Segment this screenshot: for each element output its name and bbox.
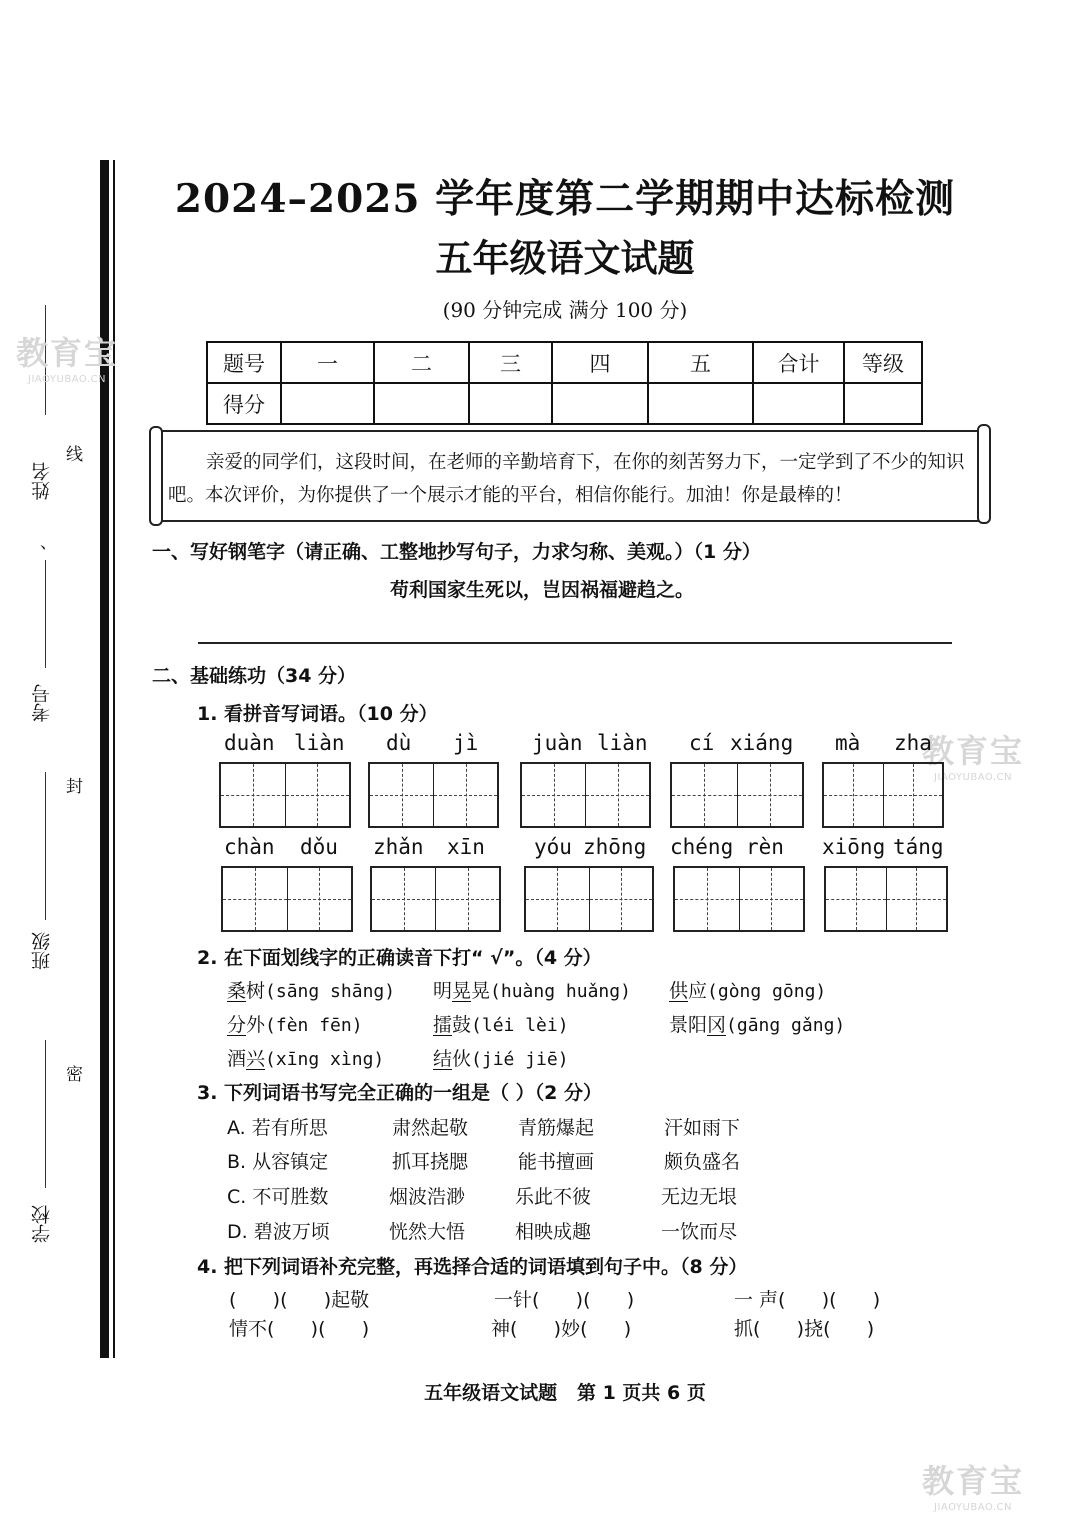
option-word: 烟波浩渺	[389, 1186, 466, 1208]
reading-item[interactable]	[669, 976, 826, 1003]
word-prefix: 景阳	[669, 1014, 708, 1036]
pinyin-options: (huàng huǎng)	[490, 981, 631, 1002]
pinyin-options: (gòng gōng)	[707, 981, 827, 1002]
underlined-char: 结	[433, 1048, 453, 1070]
fill-blank-item[interactable]: 一针( )( )	[494, 1289, 635, 1311]
reading-item[interactable]	[227, 976, 395, 1003]
tianzige-box[interactable]	[520, 762, 651, 828]
pinyin-label: cí	[689, 731, 715, 755]
option-word: 相映成趣	[515, 1221, 592, 1243]
fill-blank-item[interactable]: ( )( )起敬	[229, 1289, 370, 1311]
tianzige-box[interactable]	[670, 762, 804, 828]
fill-blank-item[interactable]: 一 声( )( )	[734, 1289, 881, 1311]
scroll-curl-right	[977, 424, 991, 524]
tianzige-box[interactable]	[221, 866, 353, 932]
pinyin-label: yóu	[534, 835, 572, 859]
tianzige-box[interactable]	[824, 866, 948, 932]
option-word: 恍然大悟	[389, 1221, 466, 1243]
score-cell[interactable]	[648, 383, 753, 424]
option-word: 肃然起敬	[392, 1117, 469, 1139]
pinyin-label: xiōng	[822, 835, 886, 859]
score-table-header: 等级	[844, 342, 922, 383]
watermark-logo: 教育宝 JIAOYUBAO.CN	[922, 732, 1025, 783]
choice-option-d[interactable]: D. 碧波万顷	[227, 1221, 330, 1243]
tianzige-box[interactable]	[370, 866, 501, 932]
choice-option-c[interactable]: C. 不可胜数	[227, 1186, 329, 1208]
pinyin-options: (léi lèi)	[471, 1015, 569, 1036]
choice-option-a[interactable]: A. 若有所思	[227, 1117, 328, 1139]
score-table-header: 一	[281, 342, 374, 383]
pinyin-label: liàn	[597, 731, 648, 755]
pinyin-options: (gāng gǎng)	[726, 1015, 846, 1036]
watermark-logo: 教育宝 JIAOYUBAO.CN	[16, 334, 119, 385]
underlined-char: 供	[669, 980, 689, 1002]
tianzige-box[interactable]	[822, 762, 944, 828]
fill-blank-item[interactable]: 神( )妙( )	[491, 1318, 632, 1340]
score-table-header: 五	[648, 342, 753, 383]
word-prefix: 酒	[227, 1048, 247, 1070]
option-word: 乐此不彼	[515, 1186, 592, 1208]
word-rest: 应	[688, 980, 708, 1002]
exam-subject-title: 五年级语文试题	[435, 236, 695, 280]
fill-blank-item[interactable]: 情不( )( )	[229, 1318, 370, 1340]
pinyin-label: rèn	[746, 835, 784, 859]
option-word: 抓耳挠腮	[392, 1151, 469, 1173]
q4-title: 4. 把下列词语补充完整，再选择合适的词语填到句子中。（8 分）	[197, 1256, 748, 1278]
school-label: 学校	[31, 1205, 53, 1243]
score-table-header: 题号	[207, 342, 281, 383]
fill-blank-item[interactable]: 抓( )挠( )	[734, 1318, 875, 1340]
word-rest: 晃	[471, 980, 491, 1002]
underlined-char: 分	[227, 1014, 247, 1036]
tear-mark-secret: 密	[66, 1065, 83, 1085]
name-label: 姓名	[31, 462, 53, 500]
score-table-header: 合计	[753, 342, 844, 383]
underlined-char: 晃	[452, 980, 472, 1002]
score-row-label: 得分	[207, 383, 281, 424]
reading-item[interactable]	[433, 976, 631, 1003]
scroll-curl-left	[149, 426, 163, 526]
pinyin-label: duàn	[224, 731, 275, 755]
underlined-char: 擂	[433, 1014, 453, 1036]
score-cell[interactable]	[374, 383, 469, 424]
class-fill-line	[45, 772, 46, 920]
score-table-header: 三	[469, 342, 552, 383]
tear-mark-seal: 封	[66, 777, 83, 797]
pinyin-label: liàn	[294, 731, 345, 755]
section-2-title: 二、基础练功（34 分）	[152, 665, 357, 687]
exam-no-fill-line	[45, 560, 46, 668]
choice-option-b[interactable]: B. 从容镇定	[227, 1151, 329, 1173]
page-footer: 五年级语文试题 第 1 页共 6 页	[424, 1382, 706, 1404]
pinyin-options: (sāng shāng)	[265, 981, 396, 1002]
word-prefix: 明	[433, 980, 453, 1002]
pinyin-label: zha	[894, 731, 932, 755]
q2-title: 2. 在下面划线字的正确读音下打“ √”。（4 分）	[197, 947, 602, 969]
score-table-header: 四	[552, 342, 648, 383]
pinyin-options: (fèn fēn)	[265, 1015, 363, 1036]
pinyin-label: xīn	[447, 835, 485, 859]
q3-title: 3. 下列词语书写完全正确的一组是（ ）（2 分）	[197, 1082, 603, 1104]
comma-mark: 、	[40, 533, 57, 553]
pinyin-label: mà	[835, 731, 861, 755]
underlined-char: 桑	[227, 980, 247, 1002]
copy-sentence: 苟利国家生死以，岂因祸福避趋之。	[390, 579, 695, 601]
copy-writing-line[interactable]	[198, 642, 952, 644]
pinyin-label: dǒu	[300, 835, 338, 859]
q1-title: 1. 看拼音写词语。（10 分）	[197, 703, 438, 725]
pinyin-label: jì	[453, 731, 479, 755]
option-word: 无边无垠	[661, 1186, 738, 1208]
watermark-logo: 教育宝 JIAOYUBAO.CN	[922, 1462, 1025, 1513]
pinyin-label: juàn	[532, 731, 583, 755]
reading-item[interactable]	[433, 1044, 569, 1071]
word-rest: 树	[246, 980, 266, 1002]
word-rest: 鼓	[452, 1014, 472, 1036]
exam-time-and-score: (90 分钟完成 满分 100 分)	[442, 298, 688, 322]
option-word: 能书擅画	[518, 1151, 595, 1173]
score-cell[interactable]	[552, 383, 648, 424]
school-fill-line	[45, 1040, 46, 1188]
pinyin-label: dù	[386, 731, 412, 755]
option-word: 一饮而尽	[661, 1221, 738, 1243]
pinyin-label: zhǎn	[373, 835, 424, 859]
pinyin-options: (xīng xìng)	[265, 1049, 385, 1070]
exam-title: 2024–2025 学年度第二学期期中达标检测	[174, 176, 956, 222]
tianzige-box[interactable]	[219, 762, 351, 828]
reading-item[interactable]	[669, 1010, 845, 1037]
exam-no-label: 考号	[31, 684, 53, 722]
score-cell[interactable]	[844, 383, 922, 424]
pinyin-label: xiáng	[730, 731, 794, 755]
word-rest: 外	[246, 1014, 266, 1036]
word-rest: 伙	[452, 1048, 472, 1070]
pinyin-label: chéng	[670, 835, 734, 859]
section-1-title: 一、写好钢笔字（请正确、工整地抄写句子，力求匀称、美观。）（1 分）	[152, 541, 761, 563]
option-word: 青筋爆起	[518, 1117, 595, 1139]
option-word: 汗如雨下	[664, 1117, 741, 1139]
tianzige-box[interactable]	[524, 866, 654, 932]
reading-item[interactable]	[227, 1010, 363, 1037]
pinyin-label: chàn	[224, 835, 275, 859]
reading-item[interactable]	[433, 1010, 569, 1037]
tear-mark-line: 线	[66, 445, 83, 465]
score-cell[interactable]	[753, 383, 844, 424]
score-cell[interactable]	[469, 383, 552, 424]
reading-item[interactable]	[227, 1044, 384, 1071]
tianzige-box[interactable]	[673, 866, 805, 932]
tianzige-box[interactable]	[368, 762, 499, 828]
score-table	[206, 341, 923, 425]
class-label: 班级	[31, 932, 53, 970]
underlined-char: 兴	[246, 1048, 266, 1070]
underlined-char: 冈	[707, 1014, 727, 1036]
pinyin-label: zhōng	[583, 835, 647, 859]
intro-message: 亲爱的同学们，这段时间，在老师的辛勤培育下，在你的刻苦努力下，一定学到了不少的知识吧。本次评价，为你提供了一个展示才能的平台，相信你能行。加油！你是最棒的！	[168, 452, 965, 506]
pinyin-label: táng	[893, 835, 944, 859]
option-word: 颇负盛名	[664, 1151, 741, 1173]
score-table-header: 二	[374, 342, 469, 383]
score-cell[interactable]	[281, 383, 374, 424]
pinyin-options: (jié jiē)	[471, 1049, 569, 1070]
